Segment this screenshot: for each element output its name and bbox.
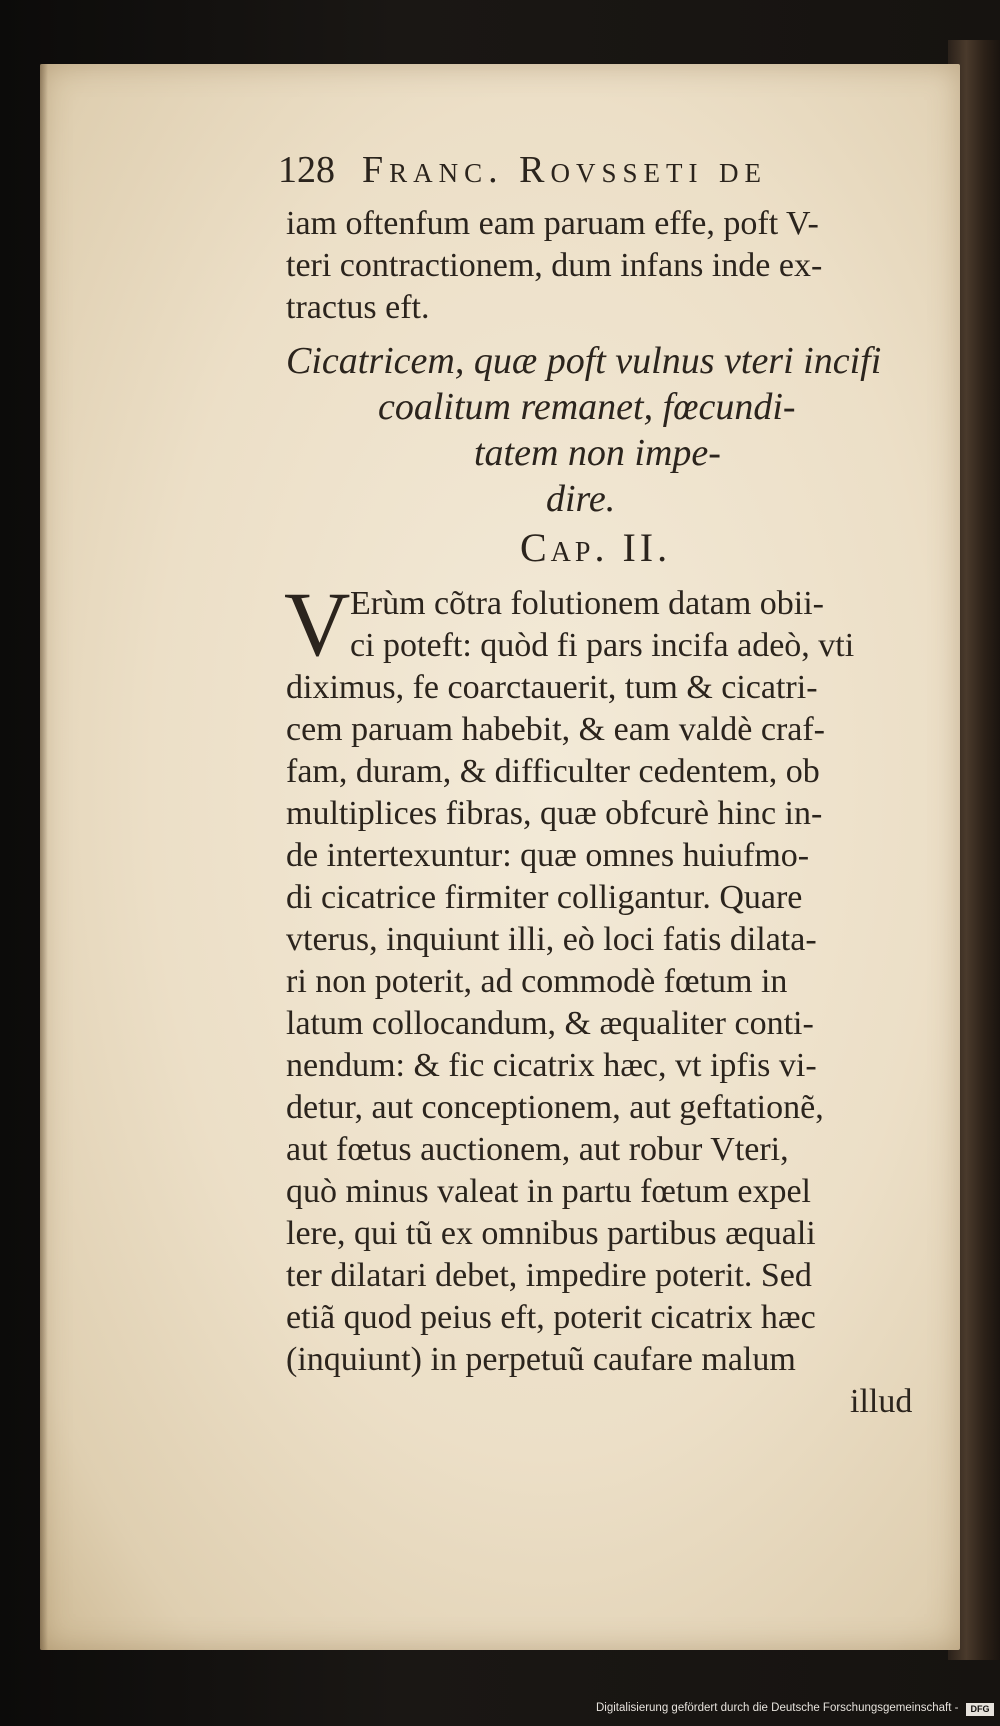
body-line: ter dilatari debet, impedire poterit. Sed — [286, 1257, 812, 1294]
section-heading-line: coalitum remanet, fœcundi- — [378, 386, 796, 428]
body-line: cem paruam habebit, & eam valdè craf- — [286, 711, 826, 748]
body-line: ri non poterit, ad commodè fœtum in — [286, 963, 788, 1000]
drop-cap: V — [284, 573, 351, 675]
body-line: fam, duram, & difficulter cedentem, ob — [286, 753, 820, 790]
body-line: multiplices fibras, quæ obfcurè hinc in- — [286, 795, 823, 832]
body-line: diximus, fe coarctauerit, tum & cicatri- — [286, 669, 818, 706]
body-line: vterus, inquiunt illi, eò loci fatis dilata- — [286, 921, 817, 958]
dfg-logo: DFG — [966, 1703, 994, 1716]
body-line: Erùm cõtra folutionem datam obii- — [350, 585, 824, 622]
section-heading-line: Cicatricem, quæ poft vulnus vteri incifi — [286, 340, 882, 382]
body-line: de intertexuntur: quæ omnes huiufmo- — [286, 837, 810, 874]
body-line: (inquiunt) in perpetuũ caufare malum — [286, 1341, 796, 1378]
body-line: lere, qui tũ ex omnibus partibus æquali — [286, 1215, 816, 1252]
body-line: latum collocandum, & æqualiter conti- — [286, 1005, 814, 1042]
body-line: ci poteft: quòd fi pars incifa adeò, vti — [350, 627, 855, 664]
section-heading-line: dire. — [546, 478, 616, 520]
body-line: teri contractionem, dum infans inde ex- — [286, 247, 823, 284]
section-heading-line: tatem non impe- — [474, 432, 721, 474]
body-line: nendum: & fic cicatrix hæc, vt ipfis vi- — [286, 1047, 817, 1084]
body-line: iam oftenfum eam paruam effe, poft V- — [286, 205, 819, 242]
body-line: di cicatrice firmiter colligantur. Quare — [286, 879, 803, 916]
digitization-credit: Digitalisierung gefördert durch die Deutsche Forschungsgemeinschaft - — [596, 1702, 959, 1714]
catchword: illud — [850, 1383, 913, 1420]
chapter-heading: Cap. II. — [520, 525, 672, 570]
page-edge-shadow — [40, 64, 48, 1650]
body-line: quò minus valeat in partu fœtum expel — [286, 1173, 811, 1210]
body-line: tractus eft. — [286, 289, 430, 326]
body-line: detur, aut conceptionem, aut geftationẽ, — [286, 1089, 824, 1126]
running-head — [278, 148, 858, 196]
page-number: 128 — [278, 149, 335, 191]
body-line: aut fœtus auctionem, aut robur Vteri, — [286, 1131, 789, 1168]
body-line: etiã quod peius eft, poterit cicatrix hæc — [286, 1299, 816, 1336]
running-title: Franc. Rovsseti de — [362, 149, 767, 191]
